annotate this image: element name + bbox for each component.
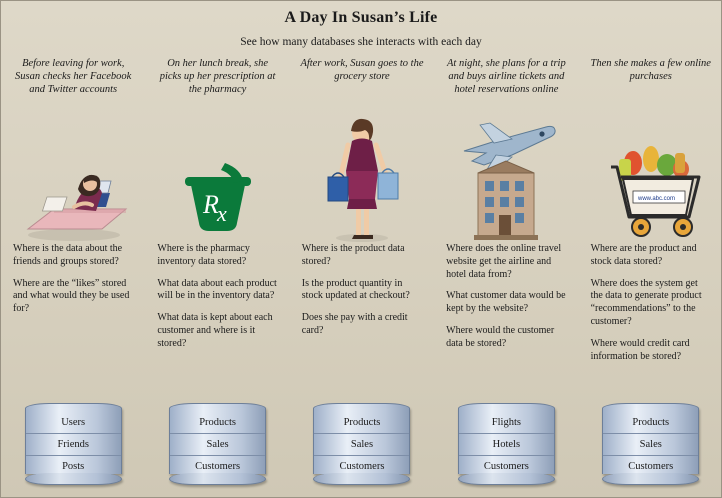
page-title: A Day In Susan’s Life [284,9,438,26]
scenario-column-grocery [290,57,434,372]
question-list [155,243,279,351]
database-cell [434,403,578,485]
table-name: Hotels [459,434,554,456]
scenario-columns [1,57,722,372]
woman-at-desk-laptop-icon [11,113,135,243]
page-subtitle: See how many databases she interacts with each day [240,36,482,48]
scenario-caption: At night, she plans for a trip and buys airline tickets and hotel reservations online [447,58,566,96]
question-list [11,243,135,316]
question-list [444,243,568,351]
database-cylinder-pharmacy [169,403,266,485]
scenario-column-ecommerce [579,57,722,372]
woman-shopping-bags-icon [300,113,424,243]
svg-text:R: R [202,190,219,219]
question-item: Where is the product data stored? [301,243,405,267]
question-item: Where would credit card information be stored? [590,337,690,362]
database-cylinder-grocery [313,403,410,485]
cylinder-body [313,408,410,474]
cylinder-bottom [313,473,410,485]
question-item: Does she pay with a credit card? [301,312,408,336]
question-item: Where does the system get the data to generate product “recommendations” to the customer? [590,277,702,327]
cylinder-bottom [169,473,266,485]
scenario-caption: After work, Susan goes to the grocery store [300,58,424,83]
cylinder-bottom [458,473,555,485]
table-name: Users [26,408,121,434]
cylinder-body [169,408,266,474]
cylinder-body [602,408,699,474]
table-name: Products [603,408,698,434]
airplane-and-hotel-icon [444,113,568,243]
hotel-building-icon [474,161,538,240]
database-cylinder-ecommerce [602,403,699,485]
database-row [1,403,722,485]
question-item: Where are the product and stock data stored? [590,243,697,267]
table-name: Products [314,408,409,434]
table-name: Posts [62,461,85,472]
question-item: Where is the pharmacy inventory data stored? [157,243,250,267]
question-list [300,243,424,338]
database-cylinder-social [25,403,122,485]
table-name: Flights [459,408,554,434]
question-item: What data about each product will be in the inventory data? [157,277,277,302]
question-item: Where is the data about the friends and groups stored? [13,243,123,267]
table-name: Sales [314,434,409,456]
table-name: Sales [603,434,698,456]
question-item: What data is kept about each customer and where is it stored? [157,312,273,349]
database-cell [290,403,434,485]
cylinder-body [25,408,122,474]
cylinder-bottom [25,473,122,485]
scenario-column-travel [434,57,578,372]
mortar-and-pestle-rx-icon [155,113,279,243]
scenario-caption: Before leaving for work, Susan checks her Facebook and Twitter accounts [15,58,132,96]
scenario-caption: Then she makes a few online purchases [590,58,711,83]
scenario-caption: On her lunch break, she picks up her prescription at the pharmacy [159,58,276,96]
cylinder-body [458,408,555,474]
database-cell [145,403,289,485]
table-name: Customers [628,461,674,472]
table-name: Customers [339,461,385,472]
question-item: Where are the “likes” stored and what would they be used for? [13,277,130,315]
svg-text:x: x [216,201,227,226]
question-item: Where would the customer data be stored? [446,324,555,349]
table-name: Sales [170,434,265,456]
table-name: Customers [195,461,241,472]
table-name: Customers [483,461,529,472]
database-cell [1,403,145,485]
scenario-column-pharmacy [145,57,289,372]
question-list [589,243,713,363]
table-name: Friends [26,434,121,456]
question-item: What customer data would be kept by the website? [446,290,566,315]
shopping-cart-online-icon [589,113,713,243]
database-cell [579,403,722,485]
scenario-column-social [1,57,145,372]
cylinder-bottom [602,473,699,485]
question-item: Where does the online travel website get the airline and hotel data from? [446,243,562,280]
database-cylinder-travel [458,403,555,485]
question-item: Is the product quantity in stock updated at checkout? [301,277,410,302]
table-name: Products [170,408,265,434]
cart-url-label: www.abc.com [637,196,675,202]
